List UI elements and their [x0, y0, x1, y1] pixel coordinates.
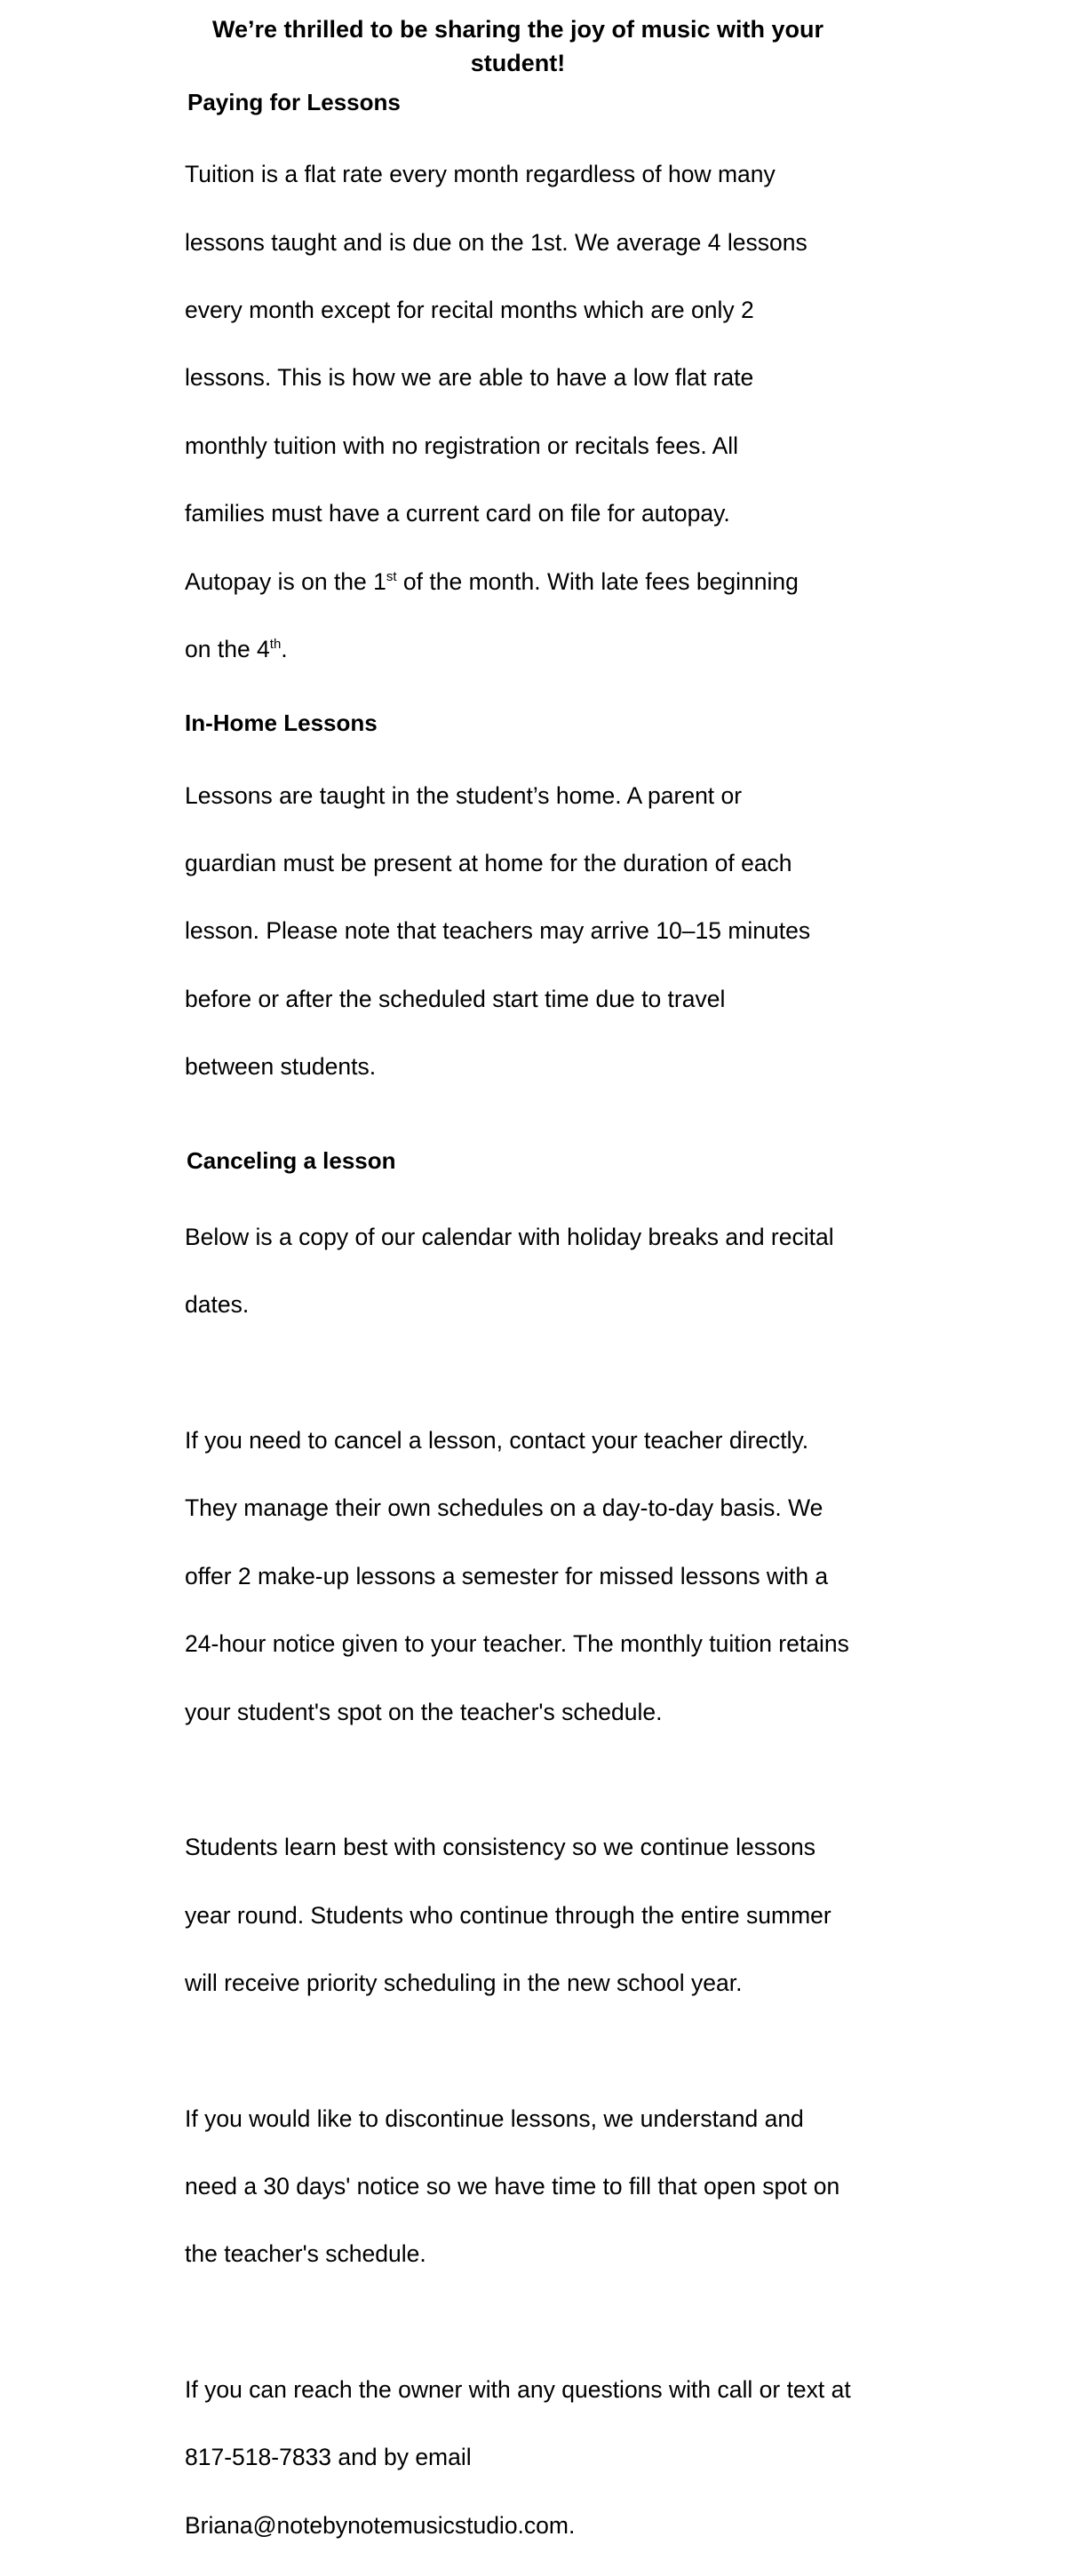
section-heading-paying: Paying for Lessons — [187, 89, 401, 115]
paragraph-cancel-policy — [185, 1390, 887, 1763]
paragraph-line: Students learn best with consistency so we continue lessons — [185, 1834, 816, 1861]
contact-phone-line: 817-518-7833 and by email — [185, 2444, 472, 2471]
late-fee-text: on the 4 — [185, 636, 270, 663]
paragraph-line: monthly tuition with no registration or recitals fees. All — [185, 432, 739, 459]
paragraph-line: your student's spot on the teacher's schedule. — [185, 1698, 663, 1725]
section-heading-in-home: In-Home Lessons — [185, 709, 378, 737]
paragraph-line-late-fees — [185, 632, 887, 666]
paragraph-line: between students. — [185, 1053, 377, 1081]
paragraph-line: year round. Students who continue through the entire summer — [185, 1901, 831, 1929]
paragraph-line: guardian must be present at home for the duration of each — [185, 850, 792, 877]
autopay-text: Autopay is on the 1 — [185, 567, 386, 595]
paragraph-line: Tuition is a flat rate every month regardless of how many — [185, 161, 776, 188]
paragraph-line: dates. — [185, 1291, 250, 1319]
section-heading-canceling: Canceling a lesson — [187, 1146, 396, 1174]
paragraph-line: If you need to cancel a lesson, contact your teacher directly. — [185, 1426, 809, 1454]
document — [185, 12, 887, 2576]
paragraph-line: lessons. This is how we are able to have a low flat rate — [185, 364, 754, 392]
paragraph-line: They manage their own schedules on a day-to-day basis. We — [185, 1494, 823, 1522]
paragraph-line: the teacher's schedule. — [185, 2240, 426, 2268]
late-fee-text-rest: . — [281, 636, 288, 663]
paragraph-line: families must have a current card on file for autopay. — [185, 500, 730, 527]
paragraph-consistency — [185, 1796, 887, 2033]
paragraph-line: If you can reach the owner with any questions with call or text at — [185, 2375, 851, 2403]
paragraph-line: need a 30 days' notice so we have time to fill that open spot on — [185, 2172, 840, 2200]
paragraph-paying — [185, 123, 887, 700]
paragraph-line: Lessons are taught in the student’s home. A parent or — [185, 781, 743, 809]
paragraph-line: lesson. Please note that teachers may arrive 10–15 minutes — [185, 917, 811, 945]
paragraph-line: 24-hour notice given to your teacher. The monthly tuition retains — [185, 1630, 849, 1658]
paragraph-line: Below is a copy of our calendar with holiday breaks and recital — [185, 1223, 834, 1250]
autopay-text-rest: of the month. With late fees beginning — [396, 567, 799, 595]
page-title-line-1: We’re thrilled to be sharing the joy of music with your — [211, 16, 824, 43]
page-title-line-2: student! — [470, 50, 566, 76]
contact-email-line: Briana@notebynotemusicstudio.com. — [185, 2511, 576, 2539]
paragraph-line: If you would like to discontinue lessons, we understand and — [185, 2104, 804, 2132]
ordinal-suffix: th — [269, 637, 282, 653]
paragraph-line: before or after the scheduled start time due to travel — [185, 985, 726, 1012]
ordinal-suffix: st — [386, 568, 397, 584]
paragraph-line: lessons taught and is due on the 1st. We average 4 lessons — [185, 228, 807, 256]
paragraph-line: every month except for recital months which are only 2 — [185, 297, 754, 324]
paragraph-discontinue — [185, 2067, 887, 2304]
paragraph-in-home — [185, 744, 887, 1117]
paragraph-calendar — [185, 1186, 887, 1356]
paragraph-line: will receive priority scheduling in the new school year. — [185, 1969, 743, 1996]
paragraph-line-autopay — [185, 565, 887, 598]
paragraph-contact — [185, 2339, 887, 2576]
paragraph-line: offer 2 make-up lessons a semester for missed lessons with a — [185, 1562, 829, 1589]
page-title — [167, 12, 869, 80]
